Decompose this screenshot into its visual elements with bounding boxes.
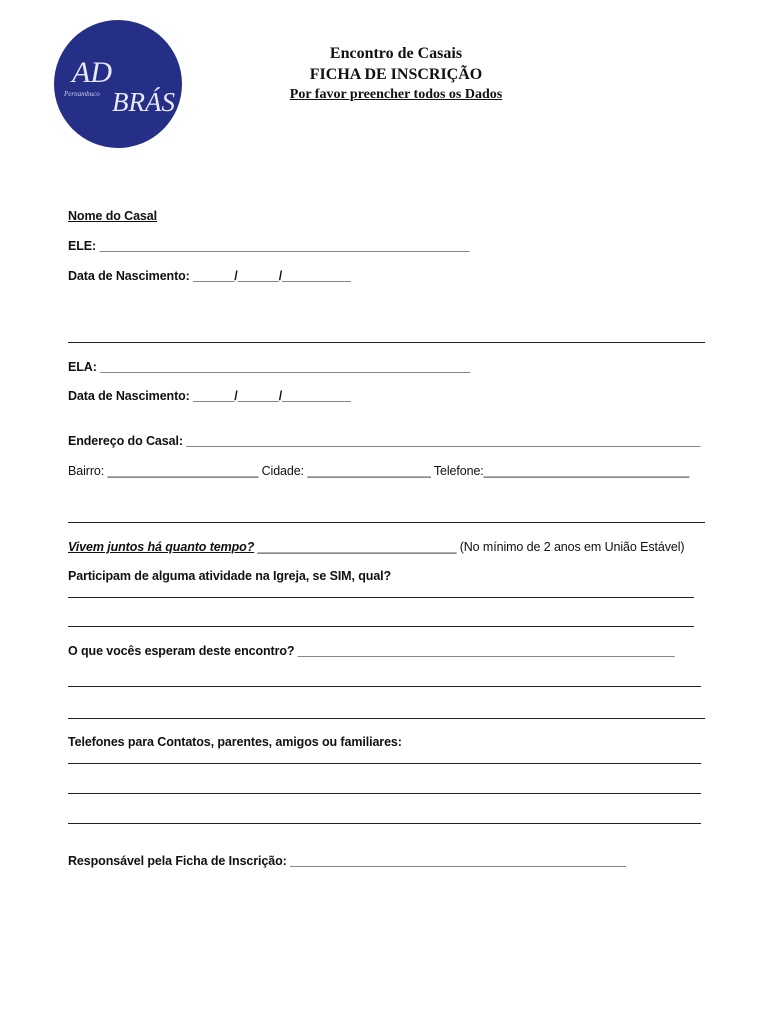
logo-text-bras: BRÁS <box>112 87 175 117</box>
answer-line[interactable] <box>68 823 701 824</box>
section-couple-name: Nome do Casal <box>68 209 158 223</box>
ad-bras-logo <box>54 20 182 148</box>
answer-line[interactable] <box>68 597 694 598</box>
expectations-field[interactable]: O que vocês esperam deste encontro? _______________________________________________________ <box>68 644 675 658</box>
logo-text-pernambuco: Pernambuco <box>64 90 100 98</box>
ele-birthdate-field[interactable]: Data de Nascimento: ______/______/__________ <box>68 269 351 283</box>
form-instruction: Por favor preencher todos os Dados <box>289 87 503 102</box>
together-time-note: (No mínimo de 2 anos em União Estável) <box>459 540 685 554</box>
form-subtitle: FICHA DE INSCRIÇÃO <box>309 66 483 83</box>
answer-line[interactable] <box>68 793 701 794</box>
answer-line[interactable] <box>68 686 701 687</box>
address-field[interactable]: Endereço do Casal: ___________________________________________________________________________ <box>68 434 701 448</box>
separator-line <box>68 342 705 343</box>
form-title: Encontro de Casais <box>329 45 463 62</box>
bairro-cidade-telefone-field[interactable]: Bairro: ______________________ Cidade: __________________ Telefone:______________________________ <box>68 464 690 478</box>
church-activity-question: Participam de alguma atividade na Igreja, se SIM, qual? <box>68 569 392 583</box>
together-time-label: Vivem juntos há quanto tempo? <box>68 540 255 554</box>
separator-line <box>68 522 705 523</box>
responsible-field[interactable]: Responsável pela Ficha de Inscrição: _________________________________________________ <box>68 854 626 868</box>
together-time-row <box>68 539 684 555</box>
ela-name-field[interactable]: ELA: ______________________________________________________ <box>68 360 471 374</box>
answer-line[interactable] <box>68 718 705 719</box>
ela-birthdate-field[interactable]: Data de Nascimento: ______/______/__________ <box>68 389 351 403</box>
contacts-question: Telefones para Contatos, parentes, amigos ou familiares: <box>68 735 402 749</box>
logo-text-ad: AD <box>72 56 112 89</box>
answer-line[interactable] <box>68 626 694 627</box>
answer-line[interactable] <box>68 763 701 764</box>
ele-name-field[interactable]: ELE: ______________________________________________________ <box>68 239 470 253</box>
together-time-field[interactable]: _____________________________ <box>254 540 460 554</box>
